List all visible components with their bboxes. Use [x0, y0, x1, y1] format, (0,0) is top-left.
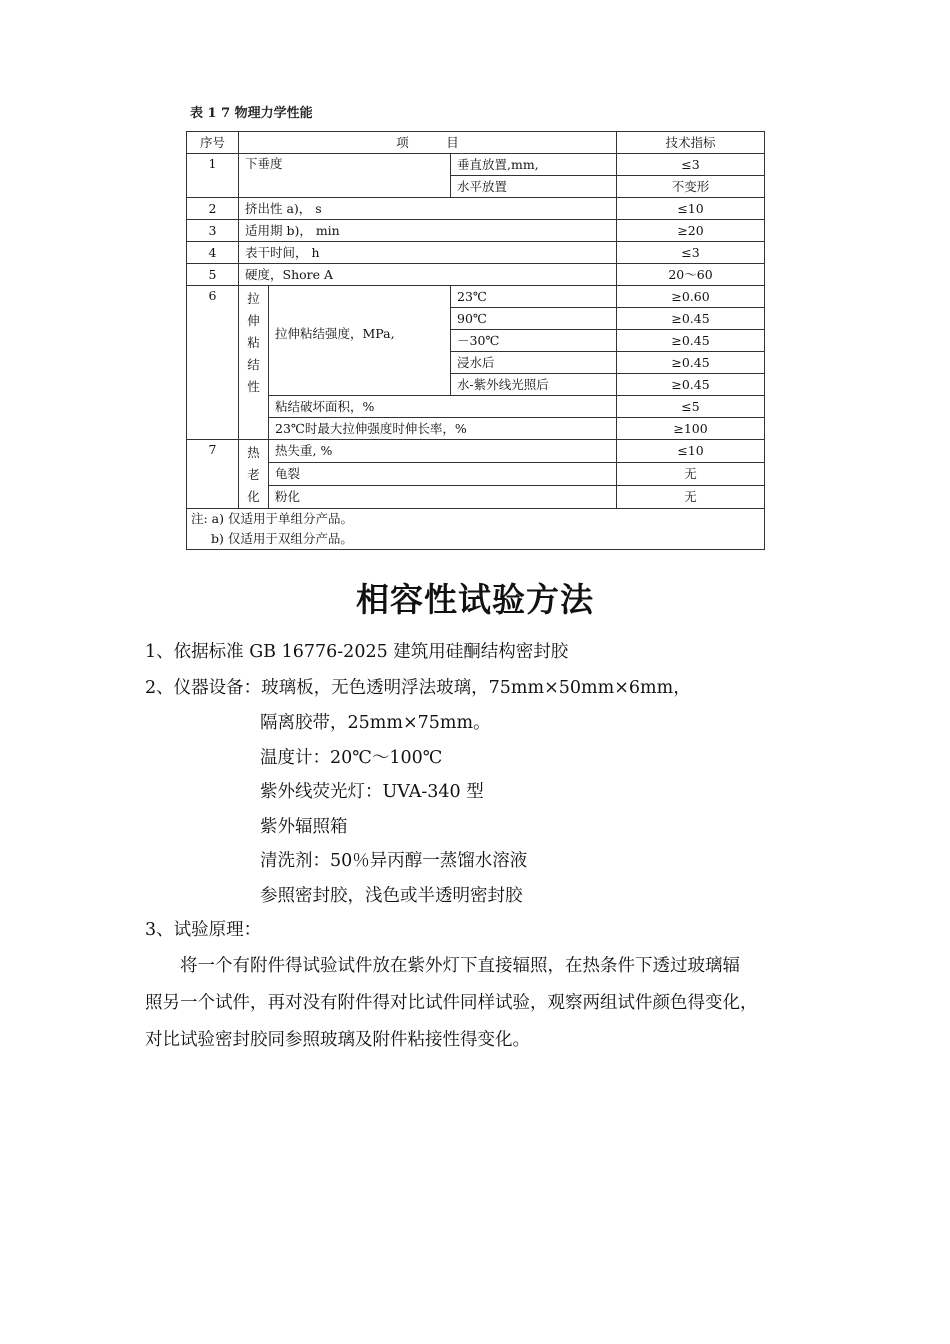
row7-no: 7 [187, 440, 239, 509]
table-notes-row [187, 509, 765, 550]
table-row [187, 198, 765, 220]
note-a: 注: a) 仅适用于单组分产品。 [191, 511, 353, 526]
physical-properties-table [186, 131, 765, 550]
row6-val-1: ≥0.45 [617, 308, 765, 330]
table-row [187, 486, 765, 509]
row2-no: 2 [187, 198, 239, 220]
paragraph-standard: 1、依据标准 GB 16776-2025 建筑用硅酮结构密封胶 [145, 642, 569, 662]
row3-no: 3 [187, 220, 239, 242]
table-row [187, 264, 765, 286]
row3-val: ≥20 [617, 220, 765, 242]
equipment-item: 隔离胶带，25mm×75mm。 [260, 713, 491, 733]
row6-failure-label: 粘结破坏面积，% [269, 396, 617, 418]
row1-val2: 不变形 [617, 176, 765, 198]
row6-cond-2: －30℃ [451, 330, 617, 352]
row2-name: 挤出性 a)， s [239, 198, 617, 220]
row6-val-2: ≥0.45 [617, 330, 765, 352]
row6-val-3: ≥0.45 [617, 352, 765, 374]
header-item: 项 目 [239, 132, 617, 154]
header-no: 序号 [187, 132, 239, 154]
principle-line: 将一个有附件得试验试件放在紫外灯下直接辐照，在热条件下透过玻璃辐 [145, 956, 740, 976]
row1-sub1: 垂直放置,mm, [451, 154, 617, 176]
row6-val-0: ≥0.60 [617, 286, 765, 308]
row6-cond-3: 浸水后 [451, 352, 617, 374]
row6-group-label: 拉伸粘结性 [247, 291, 260, 394]
row3-name: 适用期 b)， min [239, 220, 617, 242]
paragraph-equipment: 2、仪器设备：玻璃板，无色透明浮法玻璃，75mm×50mm×6mm， [145, 678, 691, 698]
row7-group [239, 440, 269, 509]
table-header-row [187, 132, 765, 154]
row6-elong-label: 23℃时最大拉伸强度时伸长率，% [269, 418, 617, 440]
row6-strength-text: 拉伸粘结强度，MPa, [275, 326, 395, 341]
table-row [187, 418, 765, 440]
table-row [187, 286, 765, 308]
table-row [187, 396, 765, 418]
equipment-item: 紫外线荧光灯：UVA-340 型 [260, 782, 484, 802]
equipment-item: 参照密封胶，浅色或半透明密封胶 [260, 886, 523, 906]
row4-val: ≤3 [617, 242, 765, 264]
row1-name: 下垂度 [239, 154, 451, 198]
row7-val-2: 无 [617, 486, 765, 509]
table-row [187, 154, 765, 176]
row2-val: ≤10 [617, 198, 765, 220]
row7-val-0: ≤10 [617, 440, 765, 463]
table-notes [187, 509, 765, 550]
row6-no: 6 [187, 286, 239, 440]
equipment-item: 温度计：20℃～100℃ [260, 748, 443, 768]
row4-name: 表干时间， h [239, 242, 617, 264]
row1-sub2: 水平放置 [451, 176, 617, 198]
row6-val-4: ≥0.45 [617, 374, 765, 396]
row7-item-0: 热失重, % [269, 440, 617, 463]
paragraph-principle-title: 3、试验原理： [145, 920, 262, 940]
table-caption-fragment: 表 1 7 物理力学性能 [190, 106, 313, 121]
table-row [187, 242, 765, 264]
header-spec: 技术指标 [617, 132, 765, 154]
row4-no: 4 [187, 242, 239, 264]
principle-line: 照另一个试件，再对没有附件得对比试件同样试验，观察两组试件颜色得变化， [145, 993, 758, 1013]
row6-cond-1: 90℃ [451, 308, 617, 330]
row7-item-2: 粉化 [269, 486, 617, 509]
row6-cond-4: 水-紫外线光照后 [451, 374, 617, 396]
row7-item-1: 龟裂 [269, 463, 617, 486]
row7-group-label: 热老化 [247, 445, 260, 504]
section-heading: 相容性试验方法 [356, 580, 594, 619]
principle-line: 对比试验密封胶同参照玻璃及附件粘接性得变化。 [145, 1030, 530, 1050]
row6-cond-0: 23℃ [451, 286, 617, 308]
note-b: b) 仅适用于双组分产品。 [211, 531, 353, 546]
row6-group [239, 286, 269, 440]
table-row [187, 220, 765, 242]
table-row [187, 463, 765, 486]
row6-failure-val: ≤5 [617, 396, 765, 418]
row6-elong-val: ≥100 [617, 418, 765, 440]
row7-val-1: 无 [617, 463, 765, 486]
row1-val1: ≤3 [617, 154, 765, 176]
row5-no: 5 [187, 264, 239, 286]
table-row [187, 440, 765, 463]
row1-no: 1 [187, 154, 239, 198]
row6-strength-label [269, 286, 451, 396]
equipment-item: 紫外辐照箱 [260, 817, 348, 837]
row5-val: 20～60 [617, 264, 765, 286]
equipment-item: 清洗剂：50％异丙醇一蒸馏水溶液 [260, 851, 528, 871]
row5-name: 硬度，Shore A [239, 264, 617, 286]
